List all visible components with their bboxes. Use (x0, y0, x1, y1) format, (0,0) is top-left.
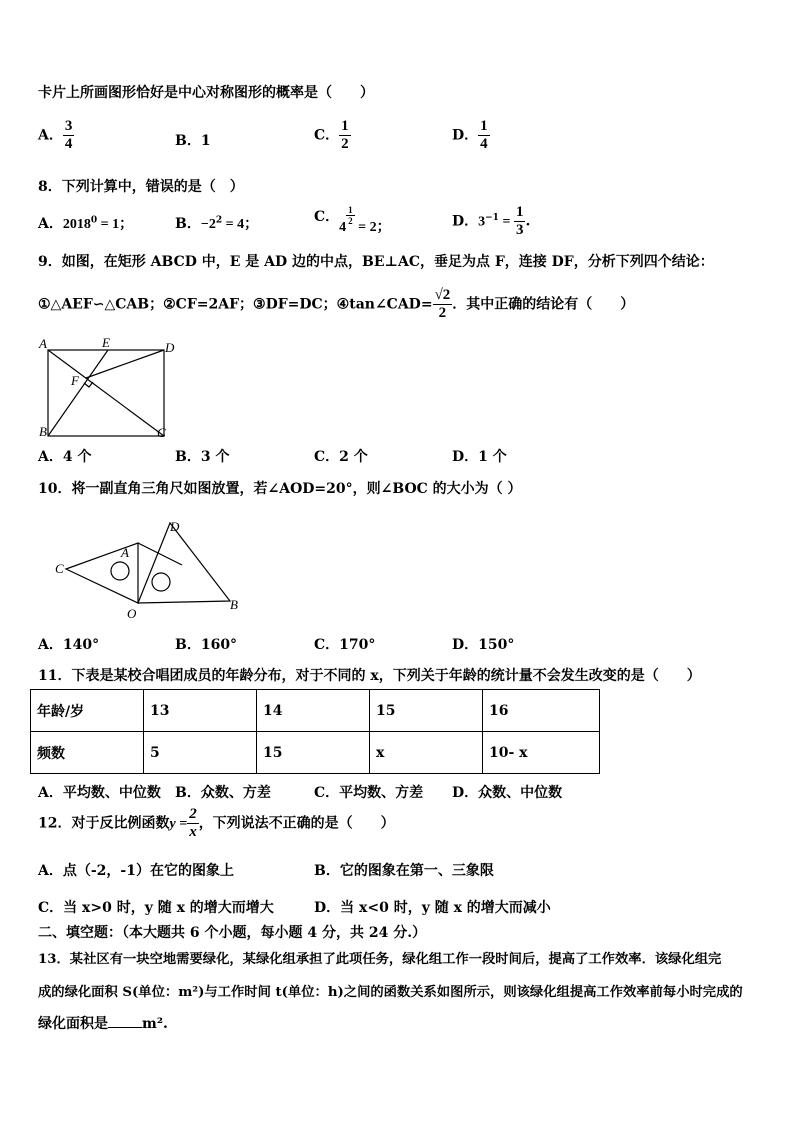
q11-option-a: A．平均数、中位数 (38, 785, 161, 801)
q11-stem: 11．下表是某校合唱团成员的年龄分布，对于不同的 x，下列关于年龄的统计量不会发生改变的是（ ） (38, 668, 701, 684)
table-cell: 年龄/岁 (31, 690, 144, 732)
q12-option-d: D．当 x<0 时，y 随 x 的增大而减小 (314, 900, 551, 916)
q7-option-b: B．1 (175, 133, 211, 149)
q9-option-a: A．4 个 (38, 449, 92, 465)
q9-conclusions: ①△AEF∽△CAB；②CF=2AF；③DF=DC；④tan∠CAD= $\frac{√2}{2}$ ．其中正确的结论有（ ） (38, 287, 635, 321)
q12-option-b: B．它的图象在第一、三象限 (314, 863, 494, 879)
q8-option-c: C．4 $\frac{1}{2}$ = 2； (314, 204, 391, 235)
q10-label-b: B (230, 597, 238, 612)
table-cell: 5 (144, 732, 257, 774)
q8-option-b: B．$-2^2 = 4$； (175, 215, 259, 232)
q12-stem: 12．对于反比例函数y = $\frac{2}{x}$ ，下列说法不正确的是（ ） (38, 806, 395, 840)
q9-label-d: D (165, 340, 175, 355)
q10-stem: 10．将一副直角三角尺如图放置，若∠AOD=20°，则∠BOC 的大小为（ ） (38, 481, 522, 497)
q9-rectangle-figure (36, 336, 181, 444)
q10-triangles-figure (50, 515, 250, 623)
q9-option-b: B．3 个 (175, 449, 230, 465)
table-row (31, 690, 600, 732)
q8-stem: 8．下列计算中，错误的是（ ） (38, 179, 244, 195)
table-cell: 15 (370, 690, 483, 732)
q7-option-a: A． $\frac{3}{4}$ (38, 118, 73, 152)
table-cell: 频数 (31, 732, 144, 774)
q10-label-d: D (170, 519, 180, 534)
section-heading: 二、填空题：（本大题共 6 个小题，每小题 4 分，共 24 分.） (38, 925, 427, 941)
table-cell: 13 (144, 690, 257, 732)
q9-label-a: A (39, 336, 47, 351)
q7-option-d: D． $\frac{1}{4}$ (452, 118, 488, 152)
table-cell: x (370, 732, 483, 774)
q13-line-2: 成的绿化面积 S(单位：m²)与工作时间 t(单位：h)之间的函数关系如图所示，则该绿化组提高工作效率前每小时完成的 (38, 985, 743, 1000)
q7-option-c: C． $\frac{1}{2}$ (314, 118, 349, 152)
q10-label-o: O (127, 606, 137, 621)
q9-option-d: D．1 个 (452, 449, 507, 465)
q11-option-c: C．平均数、方差 (314, 785, 424, 801)
q10-option-a: A．140° (38, 637, 100, 653)
table-cell: 15 (257, 732, 370, 774)
q13-line-3: 绿化面积是 m². (38, 1016, 168, 1032)
q12-option-c: C．当 x>0 时，y 随 x 的增大而增大 (38, 900, 274, 916)
q9-label-c: C (157, 425, 166, 440)
table-cell: 14 (257, 690, 370, 732)
q11-option-d: D．众数、中位数 (452, 785, 563, 801)
q10-option-d: D．150° (452, 637, 515, 653)
q10-label-c: C (55, 561, 64, 576)
q10-label-a: A (121, 545, 129, 560)
q10-option-b: B．160° (175, 637, 238, 653)
q9-label-f: F (71, 373, 79, 388)
q7-stem: 卡片上所画图形恰好是中心对称图形的概率是（ ） (38, 85, 374, 101)
q9-label-b: B (39, 424, 47, 439)
table-row (31, 732, 600, 774)
table-cell: 16 (483, 690, 600, 732)
q9-label-e: E (102, 336, 110, 350)
q12-option-a: A．点（-2，-1）在它的图象上 (38, 863, 234, 879)
q11-option-b: B．众数、方差 (175, 785, 271, 801)
q9-option-c: C．2 个 (314, 449, 368, 465)
q10-option-c: C．170° (314, 637, 376, 653)
q13-line-1: 13．某社区有一块空地需要绿化，某绿化组承担了此项任务，绿化组工作一段时间后，提高了工作效率．该绿化组完 (38, 952, 722, 967)
age-distribution-table (30, 689, 600, 774)
q8-option-a: A．$2018^0 = 1$； (38, 215, 134, 232)
answer-blank[interactable] (108, 1015, 142, 1028)
q8-option-d: D．$3^{-1}$ = $\frac{1}{3}$ . (452, 204, 531, 238)
q9-stem: 9．如图，在矩形 ABCD 中，E 是 AD 边的中点，BE⊥AC，垂足为点 F，连接 DF，分析下列四个结论： (38, 254, 714, 270)
table-cell: 10- x (483, 732, 600, 774)
